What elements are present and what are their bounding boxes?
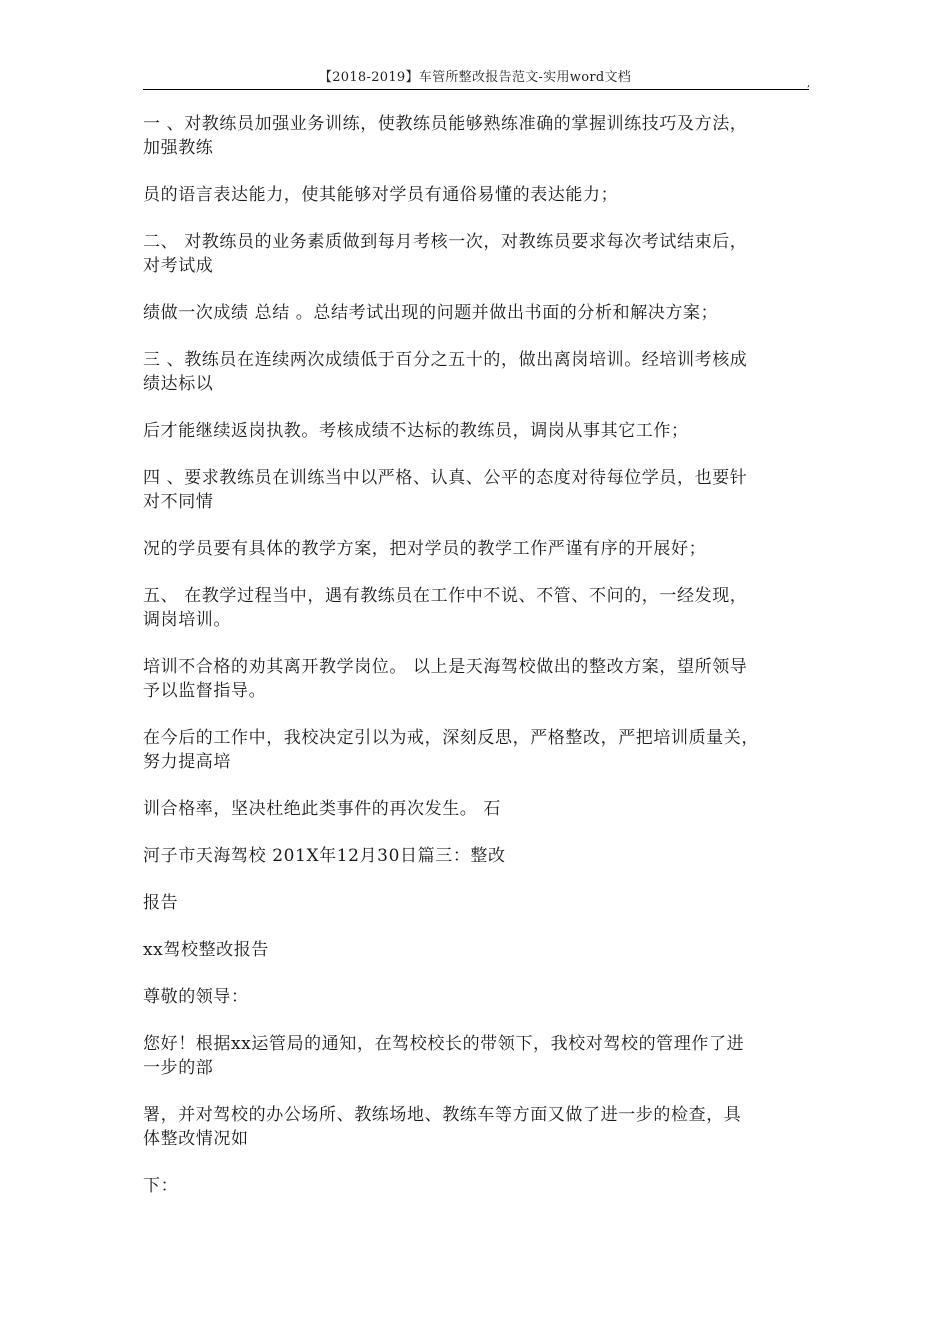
paragraph-line: 绩达标以 <box>143 374 214 394</box>
paragraph-15 <box>143 938 818 962</box>
header-mark: , <box>807 78 811 89</box>
paragraph-line: 绩做一次成绩 总结 。总结考试出现的问题并做出书面的分析和解决方案； <box>143 303 719 323</box>
paragraph-line: 二、 对教练员的业务素质做到每月考核一次，对教练员要求每次考试结束后， <box>143 232 748 252</box>
paragraph-14 <box>143 891 818 915</box>
paragraph-16 <box>143 985 818 1009</box>
paragraph-5 <box>143 348 818 396</box>
paragraph-3 <box>143 230 818 278</box>
paragraph-line: 署，并对驾校的办公场所、教练场地、教练车等方面又做了进一步的检查，具 <box>143 1105 742 1125</box>
paragraph-line: 三 、教练员在连续两次成绩低于百分之五十的，做出离岗培训。经培训考核成 <box>143 350 748 370</box>
paragraph-6 <box>143 419 818 443</box>
paragraph-line: 体整改情况如 <box>143 1129 249 1149</box>
paragraph-1 <box>143 112 818 160</box>
document-body <box>143 112 818 1221</box>
paragraph-line: 报告 <box>143 893 179 913</box>
paragraph-line: 训合格率，坚决杜绝此类事件的再次发生。 石 <box>143 799 502 819</box>
header-rule <box>143 89 809 90</box>
paragraph-line: 员的语言表达能力，使其能够对学员有通俗易懂的表达能力； <box>143 185 619 205</box>
paragraph-18 <box>143 1103 818 1151</box>
paragraph-line: 调岗培训。 <box>143 610 231 630</box>
paragraph-line: 河子市天海驾校 201X年12月30日篇三：整改 <box>143 846 506 866</box>
paragraph-line: 加强教练 <box>143 138 214 158</box>
paragraph-10 <box>143 655 818 703</box>
paragraph-line: 一步的部 <box>143 1058 214 1078</box>
paragraph-line: 对考试成 <box>143 256 214 276</box>
paragraph-4 <box>143 301 818 325</box>
paragraph-9 <box>143 584 818 632</box>
paragraph-8 <box>143 537 818 561</box>
paragraph-line: xx驾校整改报告 <box>143 940 269 960</box>
paragraph-line: 况的学员要有具体的教学方案，把对学员的教学工作严谨有序的开展好； <box>143 539 707 559</box>
paragraph-11 <box>143 726 818 774</box>
paragraph-line: 您好！根据xx运管局的通知，在驾校校长的带领下，我校对驾校的管理作了进 <box>143 1034 745 1054</box>
paragraph-line: 培训不合格的劝其离开教学岗位。 以上是天海驾校做出的整改方案，望所领导 <box>143 657 748 677</box>
paragraph-line: 五、 在教学过程当中，遇有教练员在工作中不说、不管、不问的，一经发现， <box>143 586 748 606</box>
page-header-title: 【2018-2019】车管所整改报告范文-实用word文档 <box>318 70 632 85</box>
paragraph-line: 后才能继续返岗执教。考核成绩不达标的教练员，调岗从事其它工作； <box>143 421 689 441</box>
paragraph-line: 在今后的工作中，我校决定引以为戒，深刻反思，严格整改，严把培训质量关， <box>143 728 759 748</box>
paragraph-line: 四 、要求教练员在训练当中以严格、认真、公平的态度对待每位学员，也要针 <box>143 468 748 488</box>
paragraph-19 <box>143 1174 818 1198</box>
paragraph-7 <box>143 466 818 514</box>
paragraph-line: 下： <box>143 1176 179 1196</box>
paragraph-2 <box>143 183 818 207</box>
paragraph-line: 尊敬的领导： <box>143 987 249 1007</box>
paragraph-12 <box>143 797 818 821</box>
paragraph-13 <box>143 844 818 868</box>
paragraph-line: 对不同情 <box>143 492 214 512</box>
paragraph-line: 努力提高培 <box>143 752 231 772</box>
paragraph-line: 一 、对教练员加强业务训练，使教练员能够熟练准确的掌握训练技巧及方法， <box>143 114 748 134</box>
paragraph-line: 予以监督指导。 <box>143 681 267 701</box>
paragraph-17 <box>143 1032 818 1080</box>
